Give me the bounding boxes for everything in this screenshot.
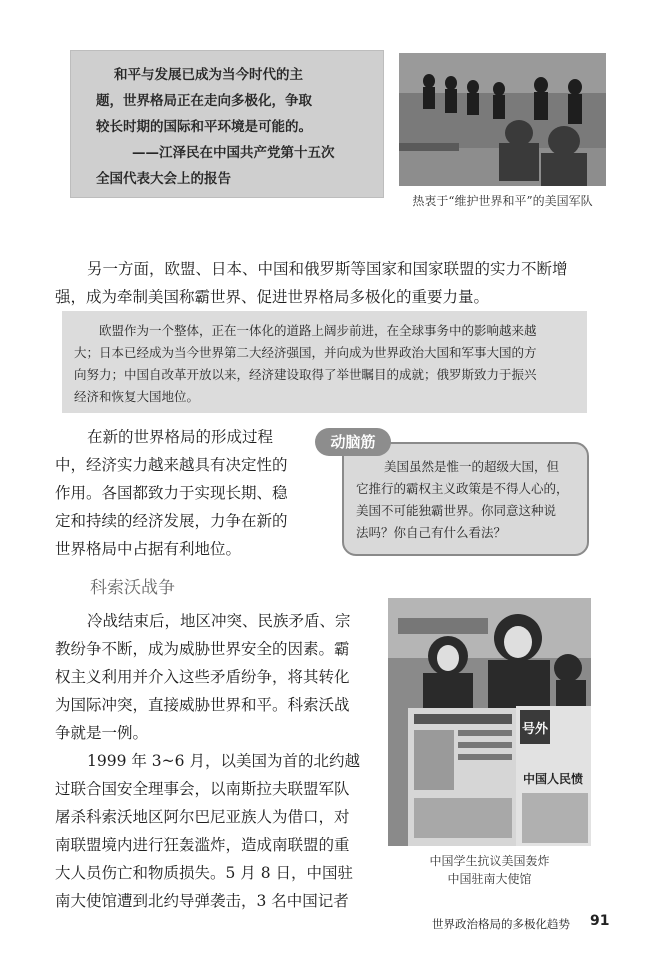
paragraph-line: 另一方面，欧盟、日本、中国和俄罗斯等国家和国家联盟的实力不断增 bbox=[87, 260, 568, 278]
page-number: 91 bbox=[590, 913, 610, 929]
paragraph-line: 定和持续的经济发展，力争在新的 bbox=[55, 512, 288, 530]
think-line: 美国不可能独霸世界。你同意这种说 bbox=[356, 503, 557, 518]
think-box bbox=[342, 442, 589, 556]
think-line: 法吗？你自己有什么看法？ bbox=[356, 525, 507, 540]
paragraph-line: 为国际冲突，直接威胁世界和平。科索沃战 bbox=[55, 696, 350, 714]
figure1-caption: 热衷于“维护世界和平”的美国军队 bbox=[412, 194, 593, 208]
protest-illustration bbox=[388, 598, 591, 846]
quote-line: 和平与发展已成为当今时代的主 bbox=[114, 67, 303, 83]
paragraph-line: 过联合国安全理事会，以南斯拉夫联盟军队 bbox=[55, 780, 350, 798]
sign-headline: 中国人民愤 bbox=[522, 772, 584, 786]
paragraph-line: 在新的世界格局的形成过程 bbox=[87, 428, 274, 446]
think-line: 它推行的霸权主义政策是不得人心的， bbox=[356, 481, 569, 496]
paragraph-line: 作用。各国都致力于实现长期、稳 bbox=[55, 484, 288, 502]
note-line: 向努力；中国自改革开放以来，经济建设取得了举世瞩目的成就；俄罗斯致力于振兴 bbox=[74, 367, 537, 382]
paragraph-line: 争就是一例。 bbox=[55, 724, 149, 742]
paragraph-line: 教纷争不断，成为威胁世界安全的因素。霸 bbox=[55, 640, 350, 658]
us-troops-photo bbox=[399, 53, 606, 186]
note-line: 大；日本已经成为当今世界第二大经济强国，并向成为世界政治大国和军事大国的方 bbox=[74, 345, 537, 360]
paragraph-line: 权主义利用并介入这些矛盾纷争，将其转化 bbox=[55, 668, 350, 686]
paragraph-line: 南大使馆遭到北约导弹袭击，3 名中国记者 bbox=[55, 892, 349, 910]
note-box bbox=[62, 311, 587, 413]
footer-chapter: 世界政治格局的多极化趋势 bbox=[432, 917, 570, 931]
quote-line: 题，世界格局正在走向多极化，争取 bbox=[96, 93, 312, 109]
quote-box bbox=[70, 50, 384, 198]
sign-extra: 号外 bbox=[521, 722, 549, 737]
paragraph-line: 强，成为牵制美国称霸世界、促进世界格局多极化的重要力量。 bbox=[55, 288, 490, 306]
note-line: 欧盟作为一个整体，正在一体化的道路上阔步前进，在全球事务中的影响越来越 bbox=[99, 323, 537, 338]
paragraph-line: 南联盟境内进行狂轰滥炸，造成南联盟的重 bbox=[55, 836, 350, 854]
quote-attribution: ——江泽民在中国共产党第十五次 bbox=[132, 145, 335, 161]
section-title: 科索沃战争 bbox=[90, 578, 175, 598]
paragraph-line: 1999 年 3~6 月，以美国为首的北约越 bbox=[87, 752, 360, 770]
paragraph-line: 大人员伤亡和物质损失。5 月 8 日，中国驻 bbox=[55, 864, 354, 882]
protest-photo bbox=[388, 598, 591, 846]
paragraph-line: 中，经济实力越来越具有决定性的 bbox=[55, 456, 288, 474]
quote-attribution: 全国代表大会上的报告 bbox=[96, 171, 231, 187]
think-tag: 动脑筋 bbox=[315, 428, 391, 456]
paragraph-line: 世界格局中占据有利地位。 bbox=[55, 540, 242, 558]
figure2-caption-line1: 中国学生抗议美国轰炸 bbox=[429, 854, 550, 868]
think-line: 美国虽然是惟一的超级大国，但 bbox=[384, 459, 560, 474]
figure2-caption-line2: 中国驻南大使馆 bbox=[447, 872, 532, 886]
note-line: 经济和恢复大国地位。 bbox=[74, 389, 200, 404]
paragraph-line: 冷战结束后，地区冲突、民族矛盾、宗 bbox=[87, 612, 351, 630]
paragraph-line: 屠杀科索沃地区阿尔巴尼亚族人为借口，对 bbox=[55, 808, 350, 826]
us-troops-illustration bbox=[399, 53, 606, 186]
quote-line: 较长时期的国际和平环境是可能的。 bbox=[96, 119, 312, 135]
